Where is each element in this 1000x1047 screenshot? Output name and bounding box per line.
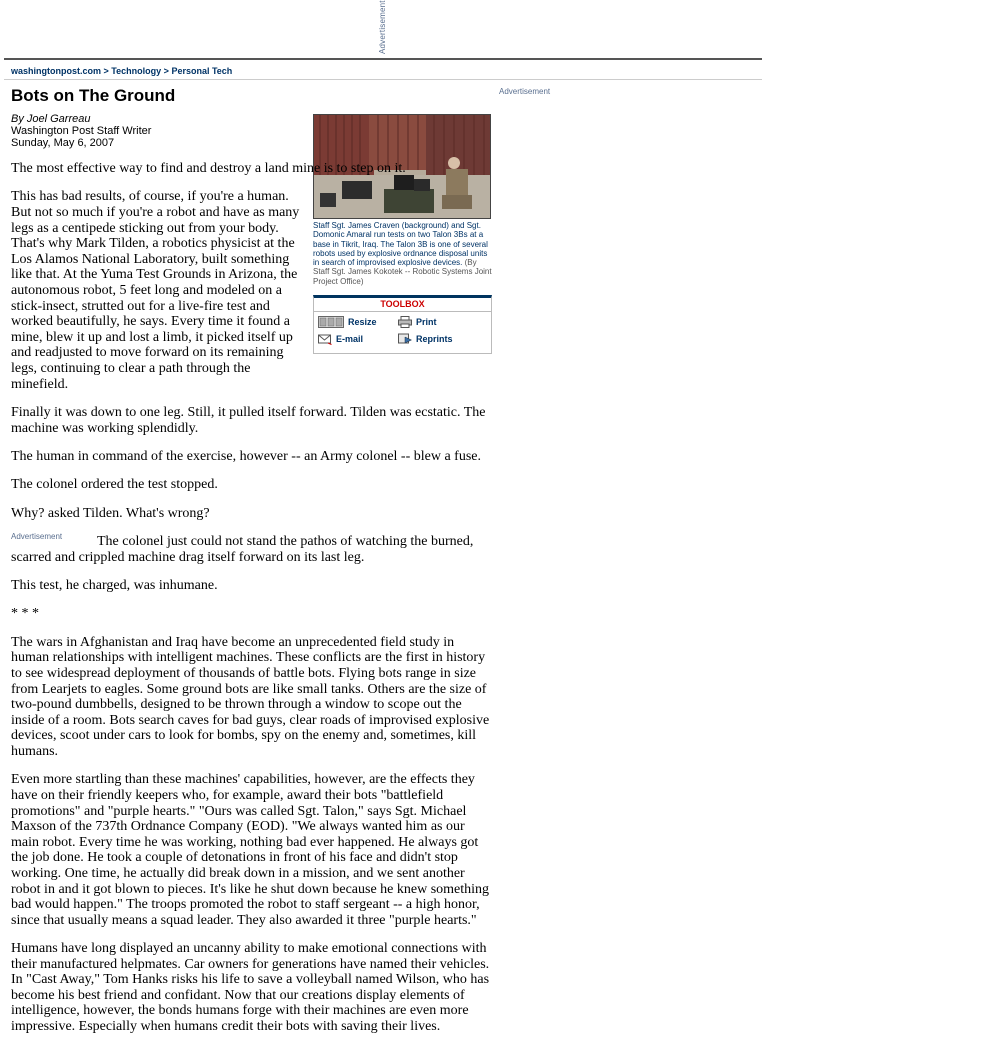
breadcrumb-technology-link[interactable]: Technology — [111, 66, 162, 76]
article-paragraph: This test, he charged, was inhumane. — [11, 578, 218, 594]
email-label[interactable]: E-mail — [336, 334, 364, 345]
article-paragraph: The human in command of the exercise, however -- an Army colonel -- blew a fuse. — [11, 448, 481, 464]
article-paragraph: The wars in Afghanistan and Iraq have become an unprecedented field study in human relationships with intelligent machines. These conflicts are the first in history to see widespread deployment of thousands of battle bots. Flying bots range in size from Learjets to eagles. Some ground bots are like small tanks. Others are the size of two-pound dumbbells, designed to be thrown through a window to scope out the inside of a room. Bots search caves for bad guys, clear roads of improvised explosive devices, scoot under cars to look for bombs, spy on the enemy and, sometimes, kill humans. — [11, 634, 490, 759]
article-paragraph: This has bad results, of course, if you're a human. But not so much if you're a robot and have as many legs as a centipede sticking out from your body. That's why Mark Tilden, a robotics physicist at the Los Alamos National Laboratory, built something like that. At the Yuma Test Grounds in Arizona, the autonomous robot, 5 feet long and modeled on a stick-insect, strutted out for a live-fire test and worked beautifully, he says. Every time it found a mine, blew it up and lost a limb, it picked itself up and readjusted to move forward on its remaining legs, continuing to clear a path through the minefield. — [11, 189, 300, 392]
toolbox-title: TOOLBOX — [314, 298, 491, 312]
resize-label[interactable]: Resize — [348, 317, 377, 328]
section-divider: * * * — [11, 606, 39, 622]
article-body — [11, 161, 491, 1047]
byline — [11, 113, 151, 149]
inline-advertisement-label: Advertisement — [11, 532, 63, 542]
article-paragraph: Why? asked Tilden. What's wrong? — [11, 505, 210, 521]
breadcrumb-home-link[interactable]: washingtonpost.com — [11, 66, 101, 76]
breadcrumb-rule — [4, 79, 762, 80]
article-paragraph: Even more startling than these machines' capabilities, however, are the effects they have on their friendly keepers who, for example, award their bots "battlefield promotions" and "purple hearts." "Ours was called Sgt. Talon," says Sgt. Michael Maxson of the 737th Ordnance Company (EOD). "We always wanted him as our main robot. Every time he was working, nothing bad ever happened. He always got the job done. He took a couple of detonations in front of his face and didn't stop working. One time, he actually did break down in a mission, and we sent another robot in and it got blown to pieces. It's like he shut down because he knew something bad would happen." The troops promoted the robot to staff sergeant -- a high honor, since that usually means a squad leader. They also awarded it three "purple hearts." — [11, 772, 490, 928]
breadcrumb — [11, 66, 232, 76]
top-advertisement-label: Advertisement — [378, 0, 387, 54]
article-paragraph: Finally it was down to one leg. Still, it pulled itself forward. Tilden was ecstatic. The machine was working splendidly. — [11, 404, 486, 436]
breadcrumb-personal-tech-link[interactable]: Personal Tech — [171, 66, 233, 76]
header-rule — [4, 58, 762, 60]
article-paragraph-with-ad — [11, 534, 491, 565]
article-paragraph: The colonel ordered the test stopped. — [11, 477, 218, 493]
publish-date: Sunday, May 6, 2007 — [11, 137, 115, 149]
reprints-label[interactable]: Reprints — [416, 334, 453, 345]
breadcrumb-separator: > — [163, 66, 169, 76]
article-headline: Bots on The Ground — [11, 86, 176, 105]
photo-credit: (By Staff Sgt. James Kokotek -- Robotic Systems Joint Project Office) — [313, 258, 492, 286]
photo-caption-text: Staff Sgt. James Craven (background) and Sgt. Domonic Amaral run tests on two Talon 3Bs at a base in Tikrit, Iraq. The Talon 3B is one of several robots used by explosive ordnance disposal units in search of improvised explosive devices. — [313, 221, 488, 268]
breadcrumb-separator: > — [103, 66, 109, 76]
print-label[interactable]: Print — [416, 317, 437, 328]
article-paragraph: The most effective way to find and destroy a land mine is to step on it. — [11, 161, 406, 176]
author-publication: Washington Post Staff Writer — [11, 125, 152, 137]
article-paragraph-text: The colonel just could not stand the pathos of watching the burned, scarred and crippled machine drag itself forward on its last leg. — [11, 534, 474, 565]
author-name: By Joel Garreau — [11, 113, 91, 125]
right-advertisement-label: Advertisement — [499, 87, 551, 96]
article-paragraph: Humans have long displayed an uncanny ability to make emotional connections with their manufactured helpmates. Car owners for generations have named their vehicles. In "Cast Away," Tom Hanks risks his life to save a volleyball named Wilson, who has become his best friend and confidant. Now that our creations display elements of intelligence, however, the bonds humans forge with their machines are even more impressive. Especially when humans credit their bots with saving their lives. — [11, 941, 490, 1035]
